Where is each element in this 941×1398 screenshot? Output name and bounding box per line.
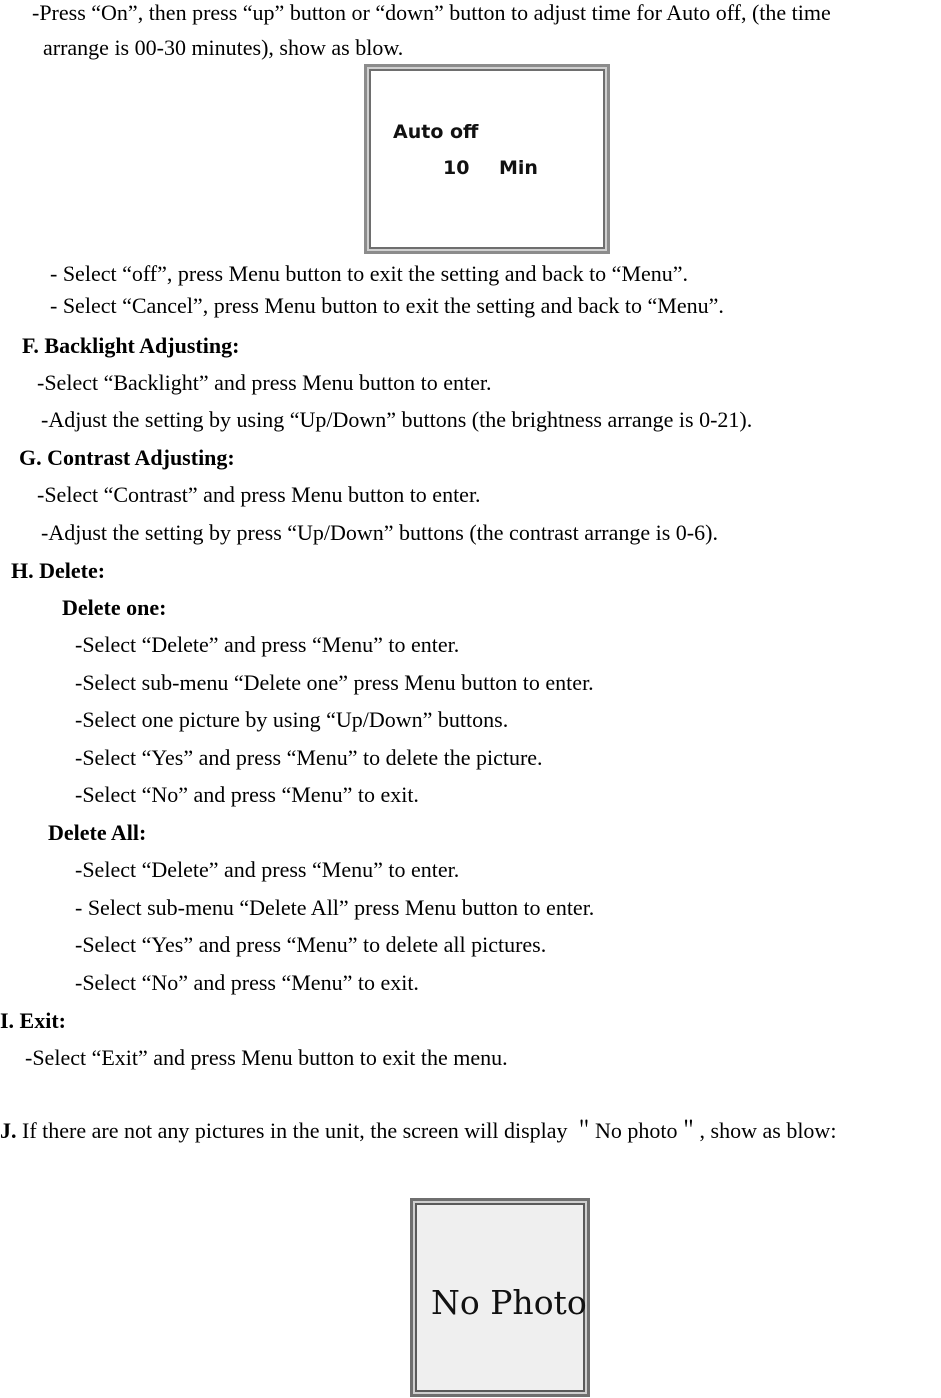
delete-one-step: -Select “No” and press “Menu” to exit. [75, 782, 419, 807]
no-photo-screen-text: No Photo [431, 1283, 587, 1322]
auto-off-title: Auto off [393, 121, 479, 143]
backlight-step-2: -Adjust the setting by using “Up/Down” buttons (the brightness arrange is 0-21). [41, 407, 753, 432]
after-screen-line-1: - Select “off”, press Menu button to exit the setting and back to “Menu”. [50, 261, 689, 286]
no-photo-paragraph [0, 1118, 836, 1144]
delete-one-step: -Select “Yes” and press “Menu” to delete the picture. [75, 745, 543, 770]
delete-all-step: -Select “No” and press “Menu” to exit. [75, 970, 419, 995]
no-photo-screen [410, 1198, 590, 1397]
intro-line-2: arrange is 00-30 minutes), show as blow. [43, 35, 404, 60]
exit-step-1: -Select “Exit” and press Menu button to exit the menu. [25, 1045, 508, 1070]
after-screen-line-2: - Select “Cancel”, press Menu button to exit the setting and back to “Menu”. [50, 293, 724, 318]
contrast-heading: G. Contrast Adjusting: [19, 445, 235, 470]
delete-one-step: -Select sub-menu “Delete one” press Menu button to enter. [75, 670, 594, 695]
delete-all-step: - Select sub-menu “Delete All” press Menu button to enter. [75, 895, 595, 920]
contrast-step-2: -Adjust the setting by press “Up/Down” buttons (the contrast arrange is 0-6). [41, 520, 718, 545]
delete-all-heading: Delete All: [48, 820, 147, 845]
delete-one-heading: Delete one: [62, 595, 167, 620]
delete-heading: H. Delete: [11, 558, 106, 583]
delete-all-step: -Select “Yes” and press “Menu” to delete all pictures. [75, 932, 547, 957]
backlight-step-1: -Select “Backlight” and press Menu button to enter. [37, 370, 492, 395]
backlight-heading: F. Backlight Adjusting: [22, 333, 240, 358]
delete-one-step: -Select “Delete” and press “Menu” to enter. [75, 632, 460, 657]
delete-one-step: -Select one picture by using “Up/Down” buttons. [75, 707, 509, 732]
auto-off-unit: Min [499, 157, 538, 179]
delete-all-step: -Select “Delete” and press “Menu” to enter. [75, 857, 460, 882]
no-photo-label: J. [0, 1118, 17, 1143]
intro-line-1: -Press “On”, then press “up” button or “down” button to adjust time for Auto off, (the time [32, 0, 831, 25]
exit-heading: I. Exit: [0, 1008, 66, 1033]
auto-off-value: 10 [443, 157, 470, 179]
no-photo-text: If there are not any pictures in the unit, the screen will display ＂No photo＂, show as blow: [22, 1118, 837, 1143]
contrast-step-1: -Select “Contrast” and press Menu button to enter. [37, 482, 481, 507]
auto-off-screen [364, 64, 610, 254]
